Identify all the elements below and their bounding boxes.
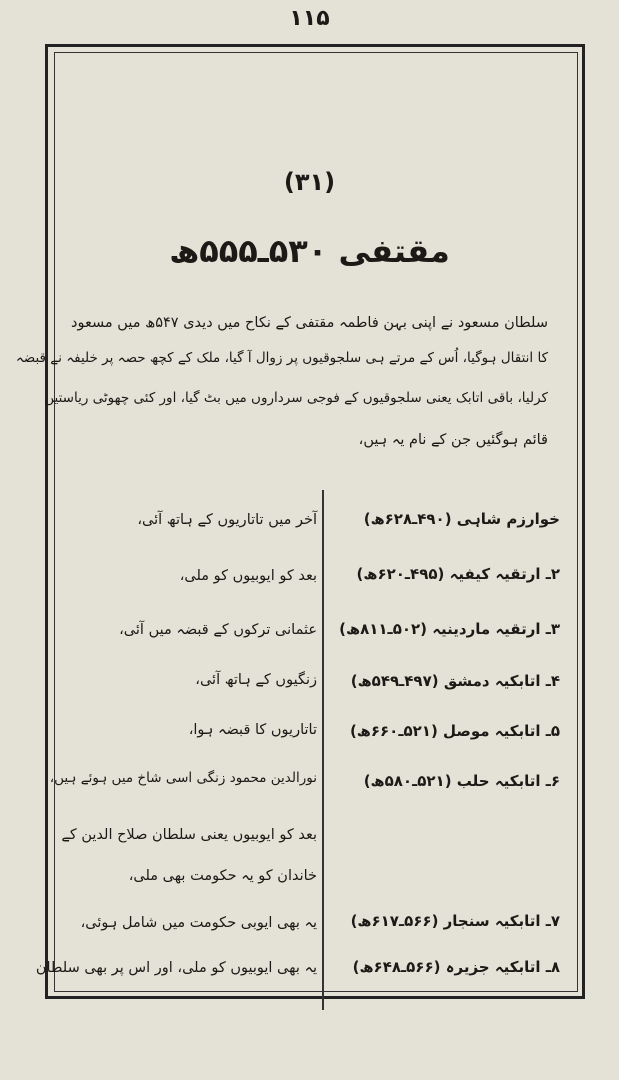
state-item: ۵ـ اتابکیہ موصل (۵۲۱ـ۶۶۰ھ) (349, 722, 560, 740)
state-item: ۲ـ ارتقیہ کیفیہ (۴۹۵ـ۶۲۰ھ) (356, 565, 560, 583)
note-line: بعد کو ایوبیوں کو ملی، (179, 568, 317, 584)
note-line: نورالدین محمود زنگی اسی شاخ میں ہوئے ہیں، (49, 770, 317, 786)
state-item: ۴ـ اتابکیہ دمشق (۴۹۷ـ۵۴۹ھ) (350, 672, 560, 690)
note-line: یہ بھی ایوبی حکومت میں شامل ہوئی، (80, 915, 317, 931)
chapter-number: (۳۱) (283, 168, 336, 196)
note-line: آخر میں تاتاریوں کے ہاتھ آئی، (137, 512, 317, 528)
intro-line: کرلیا، باقی اتابک یعنی سلجوقیوں کے فوجی سرداروں میں بٹ گیا، اور کئی چھوٹی ریاستیں (44, 390, 548, 406)
intro-line: سلطان مسعود نے اپنی بہن فاطمہ مقتفی کے نکاح میں دیدی ۵۴۷ھ میں مسعود (71, 315, 548, 331)
state-item: خوارزم شاہی (۴۹۰ـ۶۲۸ھ) (363, 510, 560, 528)
note-line: یہ بھی ایوبیوں کو ملی، اور اس پر بھی سلطان (35, 960, 317, 976)
state-item: ۷ـ اتابکیہ سنجار (۵۶۶ـ۶۱۷ھ) (350, 912, 560, 930)
intro-line: کا انتقال ہوگیا، اُس کے مرتے ہی سلجوقیوں پر زوال آ گیا، ملک کے کچھ حصہ پر خلیفہ نے قبضہ (15, 350, 548, 366)
chapter-title: مقتفی ۵۳۰ـ۵۵۵ھ (169, 232, 450, 270)
page-number: ۱۱۵ (289, 6, 330, 31)
state-item: ۶ـ اتابکیہ حلب (۵۲۱ـ۵۸۰ھ) (363, 772, 560, 790)
column-divider (322, 490, 324, 1010)
state-item: ۳ـ ارتقیہ ماردینیہ (۵۰۲ـ۸۱۱ھ) (339, 620, 560, 638)
note-line: بعد کو ایوبیوں یعنی سلطان صلاح الدین کے (61, 827, 317, 843)
note-line: زنگیوں کے ہاتھ آئی، (195, 672, 317, 688)
note-line: خاندان کو یہ حکومت بھی ملی، (128, 868, 317, 884)
intro-line: قائم ہوگئیں جن کے نام یہ ہیں، (358, 432, 548, 448)
state-item: ۸ـ اتابکیہ جزیرہ (۵۶۶ـ۶۴۸ھ) (352, 958, 560, 976)
note-line: عثمانی ترکوں کے قبضہ میں آئی، (119, 622, 317, 638)
note-line: تاتاریوں کا قبضہ ہوا، (188, 722, 317, 738)
